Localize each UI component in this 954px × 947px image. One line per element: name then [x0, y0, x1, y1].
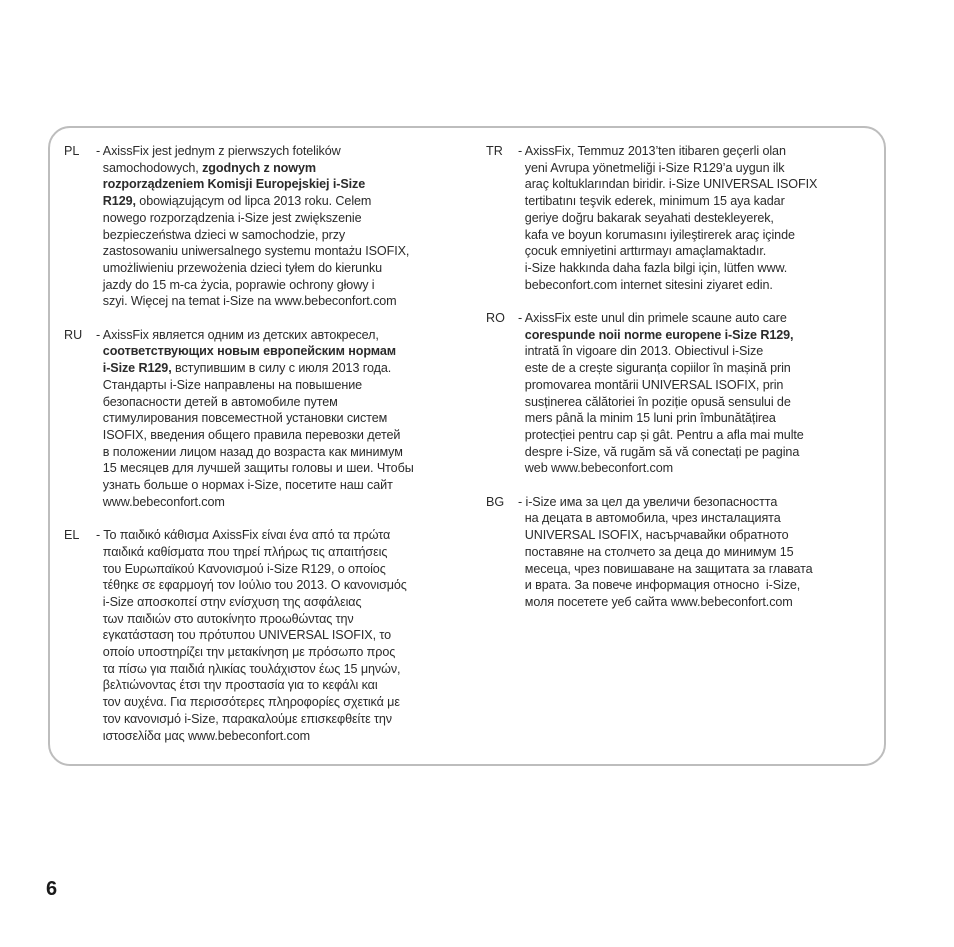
text-line [96, 694, 459, 711]
language-code: PL [64, 144, 80, 158]
section-text [96, 143, 459, 310]
bold-text: R129, [96, 194, 136, 209]
text-run: protecției pentru cap și gât. Pentru a afla mai multe [518, 427, 804, 442]
text-line [96, 377, 459, 394]
text-line [96, 561, 459, 578]
text-run: samochodowych, [96, 160, 203, 175]
text-run: οποίο υποστηρίζει την μετακίνηση με πρόσωπο προς [96, 645, 396, 660]
text-line [96, 260, 459, 277]
text-line [96, 711, 459, 728]
text-run: стимулирования повсеместной установки систем [96, 411, 388, 426]
text-line [518, 577, 878, 594]
text-line [518, 193, 878, 210]
text-line [518, 410, 878, 427]
text-line [518, 160, 878, 177]
section-tr [486, 143, 878, 293]
text-run: вступившим в силу с июля 2013 года. [171, 361, 392, 376]
text-line [96, 477, 459, 494]
text-run: ιστοσελίδα μας www.bebeconfort.com [96, 728, 311, 743]
text-run: umożliwieniu przewożenia dzieci tyłem do kierunku [96, 260, 383, 275]
text-line [518, 210, 878, 227]
text-run: в положении лицом назад до возраста как минимум [96, 444, 403, 459]
section-ro [486, 310, 878, 477]
text-line [518, 527, 878, 544]
left-column [64, 143, 459, 761]
text-run: i-Size hakkında daha fazla bilgi için, lütfen www. [518, 260, 788, 275]
text-run: geriye doğru bakarak seyahati destekleyerek, [518, 210, 774, 225]
text-line [96, 410, 459, 427]
text-run: web www.bebeconfort.com [518, 461, 673, 476]
text-run: www.bebeconfort.com [96, 494, 225, 509]
text-line [518, 176, 878, 193]
language-code: RU [64, 327, 83, 342]
section-bg [486, 494, 878, 611]
text-line [96, 577, 459, 594]
text-run: и врата. За повече информация относно i-Size, [518, 578, 801, 593]
text-run: despre i-Size, vă rugăm să vă conectați pe pagina [518, 444, 800, 459]
text-line [518, 544, 878, 561]
text-run: τα πίσω για παιδιά ηλικίας τουλάχιστον έως 15 μηνών, [96, 661, 401, 676]
section-pl [64, 143, 459, 310]
text-run: του Ευρωπαϊκού Κανονισμού i-Size R129, ο οποίος [96, 561, 386, 576]
language-code: BG [486, 494, 505, 509]
text-run: kafa ve boyun korumasını iyileştirerek araç içinde [518, 227, 795, 242]
text-run: jazdy do 15 m-ca życia, poprawie ochrony głowy i [96, 277, 375, 292]
text-line [518, 310, 878, 327]
text-run: βελτιώνοντας έτσι την προστασία για το κεφάλι και [96, 678, 378, 693]
text-run: intrată în vigoare din 2013. Obiectivul i-Size [518, 344, 764, 359]
section-ru [64, 327, 459, 511]
text-run: bezpieczeństwa dzieci w samochodzie, przy [96, 227, 346, 242]
text-run: obowiązującym od lipca 2013 roku. Celem [135, 194, 372, 209]
text-line [518, 377, 878, 394]
text-line [96, 527, 459, 544]
section-el [64, 527, 459, 744]
section-text [96, 327, 459, 511]
text-run: τον αυχένα. Για περισσότερες πληροφορίες σχετικά με [96, 695, 400, 710]
text-line [96, 293, 459, 310]
bold-text: соответствующих новым европейским нормам [96, 344, 396, 359]
text-line [518, 360, 878, 377]
text-line [96, 611, 459, 628]
text-line [96, 210, 459, 227]
text-run: - i-Size има за цел да увеличи безопасността [518, 494, 778, 509]
text-line [96, 427, 459, 444]
text-run: - AxissFix, Temmuz 2013’ten itibaren geçerli olan [518, 144, 786, 158]
text-line [96, 360, 459, 377]
text-run: поставяне на столчето за деца до минимум 15 [518, 544, 794, 559]
text-line [518, 444, 878, 461]
text-line [96, 176, 459, 193]
text-line [96, 343, 459, 360]
text-line [518, 394, 878, 411]
text-line [96, 627, 459, 644]
text-line [518, 460, 878, 477]
text-run: szyi. Więcej na temat i-Size na www.bebeconfort.com [96, 294, 397, 309]
right-column [486, 143, 878, 627]
text-run: εγκατάσταση του πρότυπου UNIVERSAL ISOFIX, το [96, 628, 391, 643]
text-line [96, 494, 459, 511]
bold-text: rozporządzeniem Komisji Europejskiej i-Size [96, 177, 366, 192]
text-line [96, 394, 459, 411]
text-line [96, 444, 459, 461]
section-text [518, 143, 878, 293]
text-run: на децата в автомобила, чрез инсталацията [518, 511, 781, 526]
text-line [96, 143, 459, 160]
text-line [96, 661, 459, 678]
text-run: yeni Avrupa yönetmeliği i-Size R129’a uygun ilk [518, 160, 785, 175]
text-run: ISOFIX, введения общего правила перевозки детей [96, 427, 401, 442]
text-run: Стандарты i-Size направлены на повышение [96, 377, 363, 392]
text-run: nowego rozporządzenia i-Size jest zwiększenie [96, 210, 362, 225]
text-run: tertibatını teşvik ederek, minimum 15 aya kadar [518, 194, 785, 209]
section-text [518, 310, 878, 477]
text-line [96, 160, 459, 177]
text-run: promovarea montării UNIVERSAL ISOFIX, prin [518, 377, 784, 392]
text-line [518, 243, 878, 260]
text-line [518, 260, 878, 277]
text-line [518, 277, 878, 294]
bold-text: corespunde noii norme europene i-Size R129, [518, 327, 794, 342]
text-run: узнать больше о нормах i-Size, посетите наш сайт [96, 478, 393, 493]
text-line [518, 327, 878, 344]
text-run: bebeconfort.com internet sitesini ziyaret edin. [518, 277, 773, 292]
text-line [96, 327, 459, 344]
text-run: παιδικά καθίσματα που τηρεί πλήρως τις απαιτήσεις [96, 544, 388, 559]
section-text [96, 527, 459, 744]
text-line [518, 427, 878, 444]
text-run: araç koltuklarından biridir. i-Size UNIVERSAL ISOFIX [518, 177, 818, 192]
text-line [518, 494, 878, 511]
text-run: susținerea călătoriei în poziție opusă sensului de [518, 394, 791, 409]
text-line [96, 243, 459, 260]
text-line [96, 277, 459, 294]
text-run: mers până la minim 15 luni prin îmbunătățirea [518, 411, 776, 426]
text-run: месеца, чрез повишаване на защитата за главата [518, 561, 813, 576]
text-line [96, 677, 459, 694]
language-code: TR [486, 144, 503, 158]
text-line [96, 544, 459, 561]
text-line [96, 227, 459, 244]
bold-text: i-Size R129, [96, 361, 172, 376]
text-run: безопасности детей в автомобиле путем [96, 394, 338, 409]
bold-text: zgodnych z nowym [202, 160, 316, 175]
text-line [518, 561, 878, 578]
text-line [518, 594, 878, 611]
text-line [96, 460, 459, 477]
text-run: i-Size αποσκοπεί στην ενίσχυση της ασφάλειας [96, 594, 362, 609]
text-line [518, 510, 878, 527]
text-run: τέθηκε σε εφαρμογή τον Ιούλιο του 2013. Ο κανονισμός [96, 578, 407, 593]
text-run: UNIVERSAL ISOFIX, насърчавайки обратното [518, 528, 789, 543]
text-run: zastosowaniu uniwersalnego systemu montażu ISOFIX, [96, 244, 410, 259]
text-run: este de a crește siguranța copiilor în mașină prin [518, 361, 791, 376]
text-run: çocuk emniyetini arttırmayı amaçlamaktadır. [518, 244, 767, 259]
language-code: RO [486, 311, 505, 326]
text-run: - AxissFix este unul din primele scaune auto care [518, 311, 787, 326]
text-line [518, 343, 878, 360]
text-run: - AxissFix является одним из детских автокресел, [96, 327, 379, 342]
text-run: των παιδιών στο αυτοκίνητο προωθώντας την [96, 611, 354, 626]
text-line [518, 227, 878, 244]
text-line [96, 594, 459, 611]
text-run: - Το παιδικό κάθισμα AxissFix είναι ένα από τα πρώτα [96, 528, 391, 543]
text-run: 15 месяцев для лучшей защиты головы и шеи. Чтобы [96, 461, 414, 476]
text-run: - AxissFix jest jednym z pierwszych fotelików [96, 144, 341, 158]
text-line [96, 728, 459, 745]
section-text [518, 494, 878, 611]
language-code: EL [64, 528, 80, 543]
text-line [518, 143, 878, 160]
text-line [96, 193, 459, 210]
text-run: τον κανονισμό i-Size, παρακαλούμε επισκεφθείτε την [96, 711, 392, 726]
page-number: 6 [46, 878, 58, 900]
text-line [96, 644, 459, 661]
text-run: моля посетете уеб сайта www.bebeconfort.com [518, 594, 793, 609]
